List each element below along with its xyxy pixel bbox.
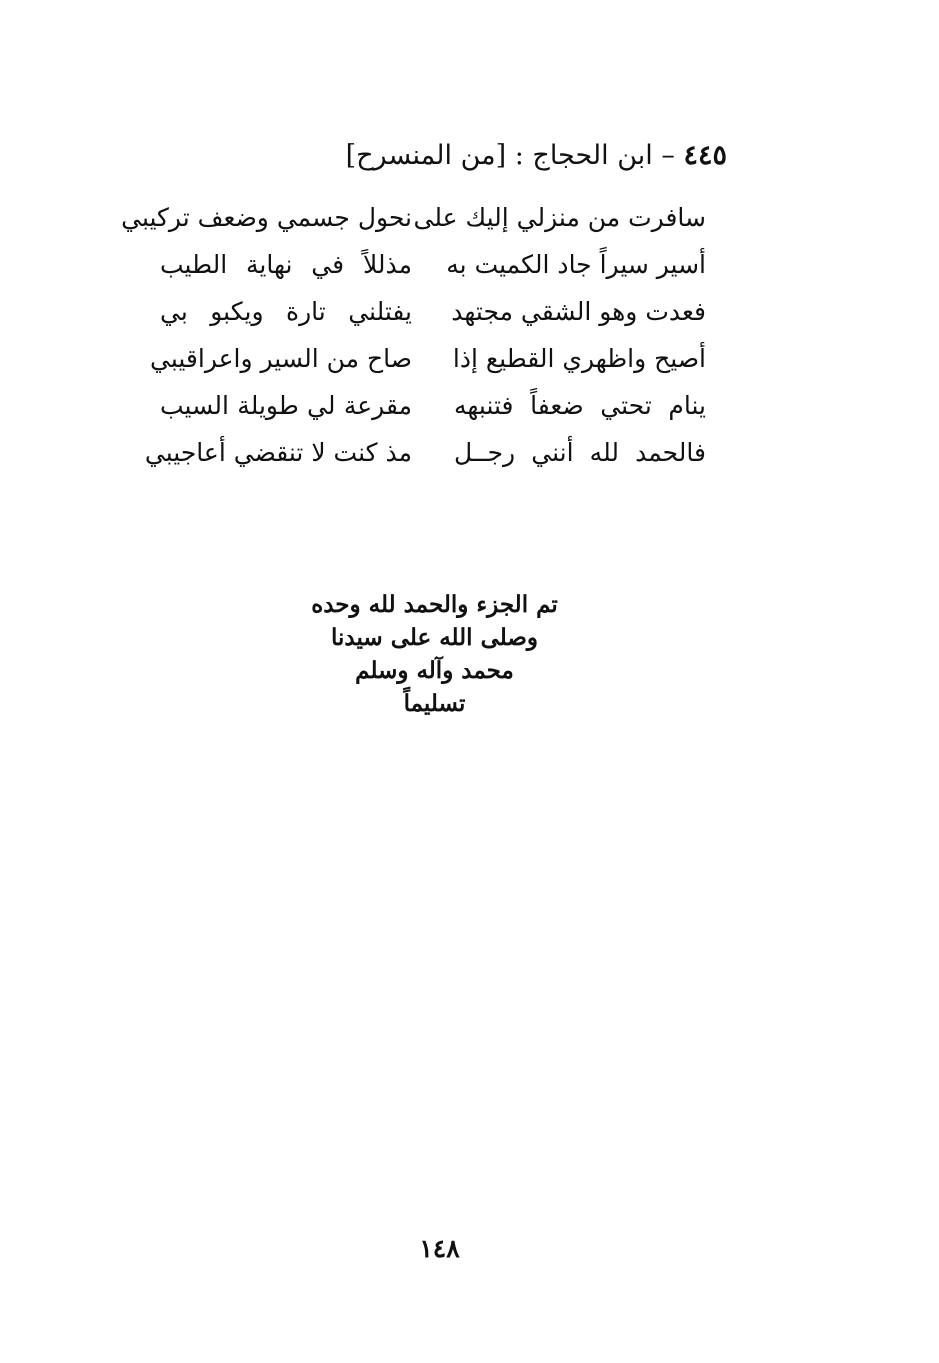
verse-2-first-hemistich: أسير سيراً جاد الكميت به (446, 250, 706, 279)
colophon-line-1: تم الجزء والحمد لله وحده (311, 591, 558, 618)
verse-3 (160, 288, 706, 335)
verse-1-second-hemistich: نحول جسمي وضعف تركيبي (121, 203, 412, 232)
colophon-line-3: محمد وآله وسلم (355, 657, 514, 684)
poem-heading (346, 136, 727, 176)
poem-verses (121, 194, 706, 476)
verse-2 (160, 241, 706, 288)
verse-3-second-hemistich: يفتلني تارة ويكبو بي (160, 297, 412, 326)
verse-2-second-hemistich: مذللاً في نهاية الطيب (160, 250, 412, 279)
verse-1-first-hemistich: سافرت من منزلي إليك على (413, 203, 706, 232)
verse-6-second-hemistich: مذ كنت لا تنقضي أعاجيبي (144, 438, 412, 467)
colophon (0, 588, 869, 720)
poem-number: ٤٤٥ (683, 140, 727, 171)
verse-4-second-hemistich: صاح من السير واعراقيبي (150, 344, 412, 373)
verse-5-second-hemistich: مقرعة لي طويلة السيب (160, 391, 412, 420)
poem-title: – ابن الحجاج : [من المنسرح] (345, 140, 675, 171)
verse-6-first-hemistich: فالحمد لله أنني رجــل (454, 438, 706, 467)
verse-4 (150, 335, 706, 382)
verse-3-first-hemistich: فعدت وهو الشقي مجتهد (451, 297, 706, 326)
colophon-line-2: وصلى الله على سيدنا (331, 624, 538, 651)
verse-5 (160, 382, 706, 429)
page-number: ١٤٨ (419, 1234, 460, 1263)
verse-4-first-hemistich: أصيح واظهري القطيع إذا (452, 344, 706, 373)
verse-1 (121, 194, 706, 241)
colophon-line-4: تسليماً (403, 690, 466, 717)
verse-6 (144, 429, 706, 476)
verse-5-first-hemistich: ينام تحتي ضعفاً فتنبهه (454, 391, 706, 420)
